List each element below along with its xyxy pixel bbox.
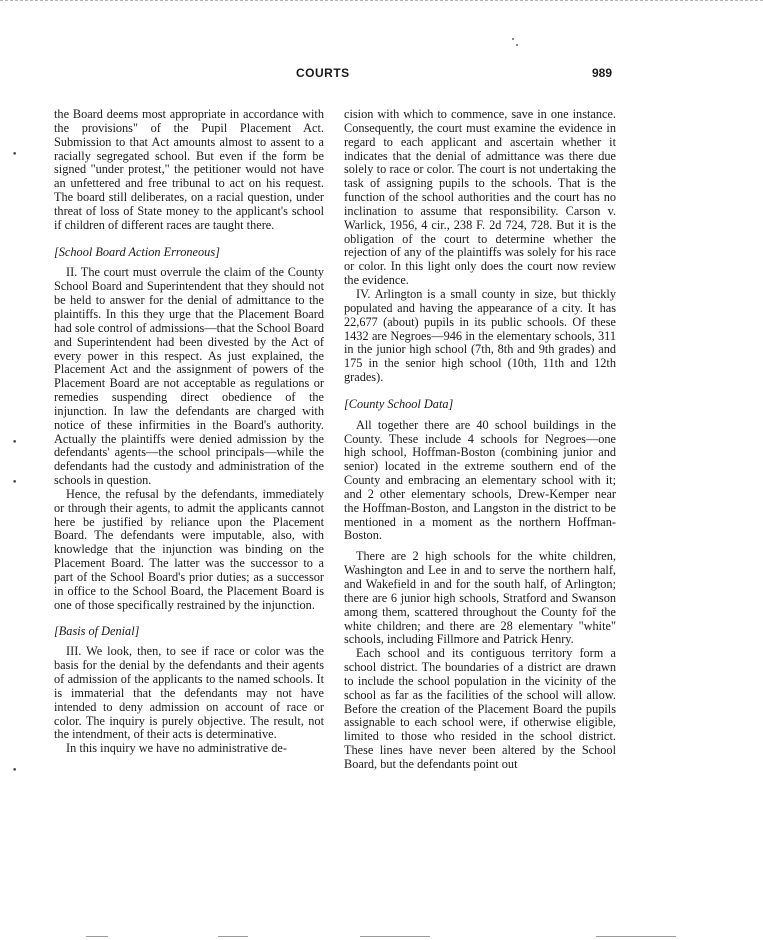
paragraph: Each school and its contiguous territory form a school district. The boundaries of a district are drawn to include the school population in the vicinity of the school as far as the facilities of the school will allow. Before the creation of the Placement Board the pupils assignable to each school were, if otherwise eligible, limited to those who resided in the school district. These lines have never been altered by the School Board, but the defendants point out bbox=[344, 646, 616, 771]
paragraph: II. The court must overrule the claim of the County School Board and Superintendent that they should not be held to answer for the denial of admittance to the plaintiffs. In this they urge that the Placement Board had sole control of admissions—that the School Board and Superintendent had been divested by the Act of every power in this respect. As just explained, the Placement Act and the assignment of powers of the Placement Board are not acceptable as regulations or remedies suspending direct obedience of the injunction. In law the defendants are charged with notice of these infirmities in the Board's authority. Actually the plaintiffs were denied admission by the defendants' agents—the school principals—while the defendants had the custody and administration of the schools in question. bbox=[54, 265, 324, 488]
margin-mark: • bbox=[12, 478, 18, 488]
paragraph: There are 2 high schools for the white children, Washington and Lee in and to serve the northern half, and Wakefield in and for the south half, of Arlington; there are 6 junior high schools, Stratford and Swanson among them, scattered throughout the County foř the white children; and there are 28 elementary "white" schools, including Fillmore and Patrick Henry. bbox=[344, 549, 616, 647]
right-column bbox=[344, 108, 616, 772]
paragraph: IV. Arlington is a small county in size, but thickly populated and having the appearance of a city. It has 22,677 (about) pupils in its public schools. Of these 1432 are Negroes—946 in the elementary schools, 311 in the junior high school (7th, 8th and 9th grades) and 175 in the senior high school (10th, 11th and 12th grades). bbox=[344, 286, 616, 385]
paragraph: the Board deems most appropriate in accordance with the provisions" of the Pupil Placement Act. Submission to that Act amounts almost to assent to a racially segregated school. But even if the form be signed "under protest," the petitioner would not have an unfettered and free tribunal to act on his request. The board still deliberates, on a racial question, under threat of loss of State money to the applicant's school if children of different races are taught there. bbox=[54, 107, 324, 232]
scan-speck bbox=[512, 38, 514, 40]
scan-line bbox=[596, 936, 676, 937]
margin-mark: • bbox=[12, 438, 18, 448]
scan-line bbox=[86, 936, 108, 937]
page-top-edge bbox=[0, 0, 763, 5]
paragraph: All together there are 40 school buildings in the County. These include 4 schools for Negroes—one high school, Hoffman-Boston (combining junior and senior) located in the extreme southern end of the County and embracing an elementary school with it; and 2 other elementary schools, Drew-Kemper near the Hoffman-Boston, and Langston in the district to be mentioned in a moment as the northern Hoffman-Boston. bbox=[344, 417, 616, 543]
margin-mark: • bbox=[12, 766, 18, 776]
section-heading: [School Board Action Erroneous] bbox=[54, 244, 220, 259]
left-column bbox=[54, 108, 324, 756]
section-heading: [County School Data] bbox=[344, 396, 454, 411]
page-number: 989 bbox=[592, 66, 613, 80]
scan-line bbox=[360, 936, 430, 937]
scan-line bbox=[218, 936, 248, 937]
running-head bbox=[0, 66, 763, 82]
paragraph: Hence, the refusal by the defendants, immediately or through their agents, to admit the applicants cannot here be justified by reliance upon the Placement Board. The defendants were imputable, also, with knowledge that the injunction was binding on the Placement Board. The latter was the successor to a part of the School Board's prior duties; as a successor in office to the School Board, the Placement Board is one of those specifically restrained by the injunction. bbox=[54, 486, 324, 612]
margin-mark: • bbox=[12, 150, 18, 160]
running-title: COURTS bbox=[296, 66, 350, 80]
scan-speck bbox=[516, 44, 518, 46]
paragraph: In this inquiry we have no administrative de- bbox=[66, 741, 287, 756]
paragraph: III. We look, then, to see if race or color was the basis for the denial by the defendants and their agents of admission of the applicants to the named schools. It is immaterial that the defendants may not have intended to deny admission on account of race or color. The inquiry is purely objective. The result, not the intendment, of their acts is determinative. bbox=[54, 644, 324, 742]
section-heading: [Basis of Denial] bbox=[54, 623, 140, 638]
paragraph: cision with which to commence, save in one instance. Consequently, the court must examine the evidence in regard to each applicant and ascertain whether it indicates that the denial of admittance was there due solely to race or color. The court is not undertaking the task of assigning pupils to the schools. That is the function of the school authorities and the court has no inclination to assume that responsibility. Carson v. Warlick, 1956, 4 cir., 238 F. 2d 724, 728. But it is the obligation of the court to determine whether the rejection of any of the plaintiffs was solely for his race or color. In this light only does the court now review the evidence. bbox=[344, 107, 616, 288]
